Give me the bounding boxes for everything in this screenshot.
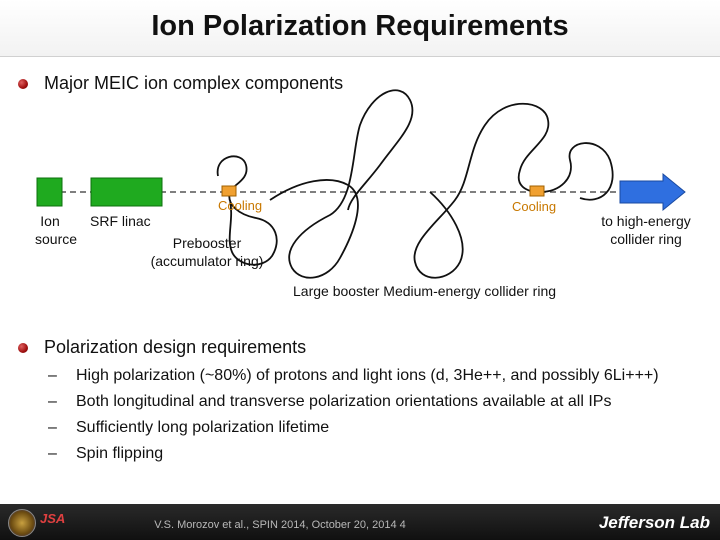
large-booster-ring	[270, 90, 413, 277]
cooling-label-2: Cooling	[512, 199, 557, 214]
srf-linac-label: SRF linac	[90, 213, 151, 229]
arrow-to-collider	[620, 174, 685, 210]
bullet-icon	[18, 343, 28, 353]
large-booster-caption: Large booster Medium-energy collider ring	[293, 283, 557, 299]
list-item: – Sufficiently long polarization lifetime	[48, 419, 330, 436]
cooling-marker-2	[530, 186, 544, 196]
bullet-major-components: Major MEIC ion complex components	[44, 73, 344, 93]
srf-linac-block	[91, 178, 162, 206]
ion-source-block	[37, 178, 62, 206]
cooling-marker-1	[222, 186, 236, 196]
list-item: – Both longitudinal and transverse polarization orientations available at all IPs	[48, 393, 612, 410]
jsa-logo: JSA	[40, 511, 66, 526]
collider-ring	[414, 104, 612, 278]
ion-source-label: Ion source	[35, 213, 78, 247]
list-item: – High polarization (~80%) of protons and light ions (d, 3He++, and possibly 6Li+++)	[48, 367, 659, 384]
footer-citation: V.S. Morozov et al., SPIN 2014, October 20, 2014 4	[154, 519, 406, 531]
list-item: – Spin flipping	[48, 445, 164, 462]
cooling-label-1: Cooling	[218, 198, 263, 213]
to-collider-label: to high-energy collider ring	[601, 213, 691, 247]
jefferson-lab-logo: Jefferson Lab	[598, 513, 710, 532]
requirements-list	[48, 366, 659, 470]
slide-title: Ion Polarization Requirements	[151, 10, 569, 42]
prebooster-label: Prebooster (accumulator ring)	[150, 235, 264, 269]
bullet-polarization-requirements: Polarization design requirements	[44, 337, 307, 357]
